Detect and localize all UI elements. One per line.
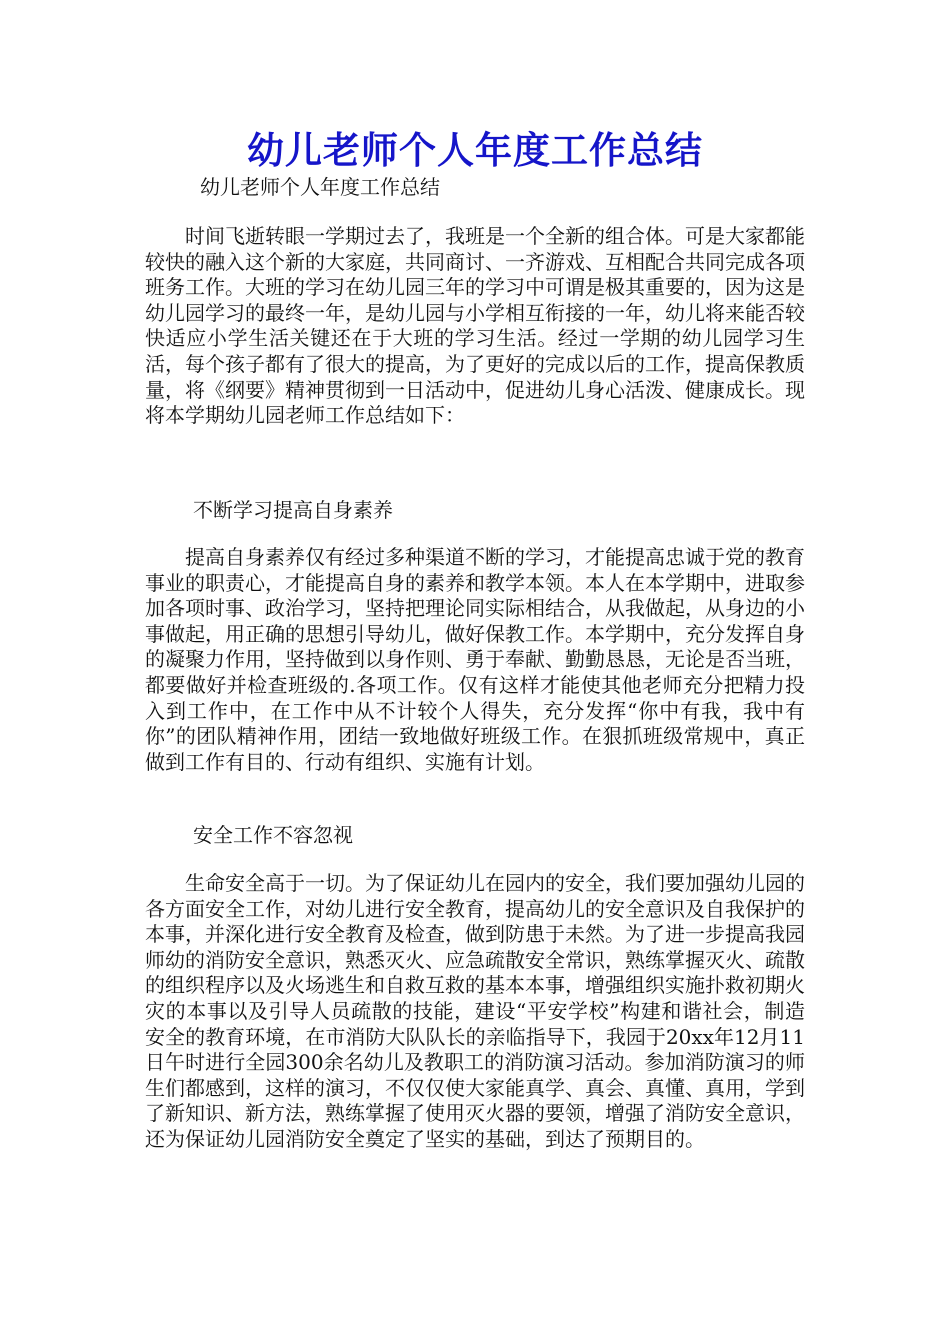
- document-subtitle: 幼儿老师个人年度工作总结: [200, 175, 440, 199]
- paragraph-safety: 生命安全高于一切。为了保证幼儿在园内的安全，我们要加强幼儿园的各方面安全工作，对幼儿进行安全教育，提高幼儿的安全意识及自我保护的本事，并深化进行安全教育及检查，做到防患于未然。为了进一步提高我园师幼的消防安全意识，熟悉灭火、应急疏散安全常识，熟练掌握灭火、疏散的组织程序以及火场逃生和自救互救的基本本事，增强组织实施扑救初期火灾的本事以及引导人员疏散的技能，建设“平安学校”构建和谐社会，制造安全的教育环境，在市消防大队队长的亲临指导下，我园于20xx年12月11日午时进行全园300余名幼儿及教职工的消防演习活动。参加消防演习的师生们都感到，这样的演习，不仅仅使大家能真学、真会、真懂、真用，学到了新知识、新方法，熟练掌握了使用灭火器的要领，增强了消防安全意识，还为保证幼儿园消防安全奠定了坚实的基础，到达了预期目的。: [145, 871, 805, 1151]
- paragraph-intro: 时间飞逝转眼一学期过去了，我班是一个全新的组合体。可是大家都能较快的融入这个新的大家庭，共同商讨、一齐游戏、互相配合共同完成各项班务工作。大班的学习在幼儿园三年的学习中可谓是极其重要的，因为这是幼儿园学习的最终一年，是幼儿园与小学相互衔接的一年，幼儿将来能否较快适应小学生活关键还在于大班的学习生活。经过一学期的幼儿园学习生活，每个孩子都有了很大的提高，为了更好的完成以后的工作，提高保教质量，将《纲要》精神贯彻到一日活动中，促进幼儿身心活泼、健康成长。现将本学期幼儿园老师工作总结如下：: [145, 224, 805, 428]
- section-heading-study: 不断学习提高自身素养: [193, 498, 393, 522]
- paragraph-study: 提高自身素养仅有经过多种渠道不断的学习，才能提高忠诚于党的教育事业的职责心，才能提高自身的素养和教学本领。本人在本学期中，进取参加各项时事、政治学习，坚持把理论同实际相结合，从我做起，从身边的小事做起，用正确的思想引导幼儿，做好保教工作。本学期中，充分发挥自身的凝聚力作用，坚持做到以身作则、勇于奉献、勤勤恳恳，无论是否当班，都要做好并检查班级的.各项工作。仅有这样才能使其他老师充分把精力投入到工作中，在工作中从不计较个人得失，充分发挥“你中有我，我中有你”的团队精神作用，团结一致地做好班级工作。在狠抓班级常规中，真正做到工作有目的、行动有组织、实施有计划。: [145, 545, 805, 774]
- page-title: 幼儿老师个人年度工作总结: [247, 129, 703, 172]
- section-heading-safety: 安全工作不容忽视: [193, 823, 353, 847]
